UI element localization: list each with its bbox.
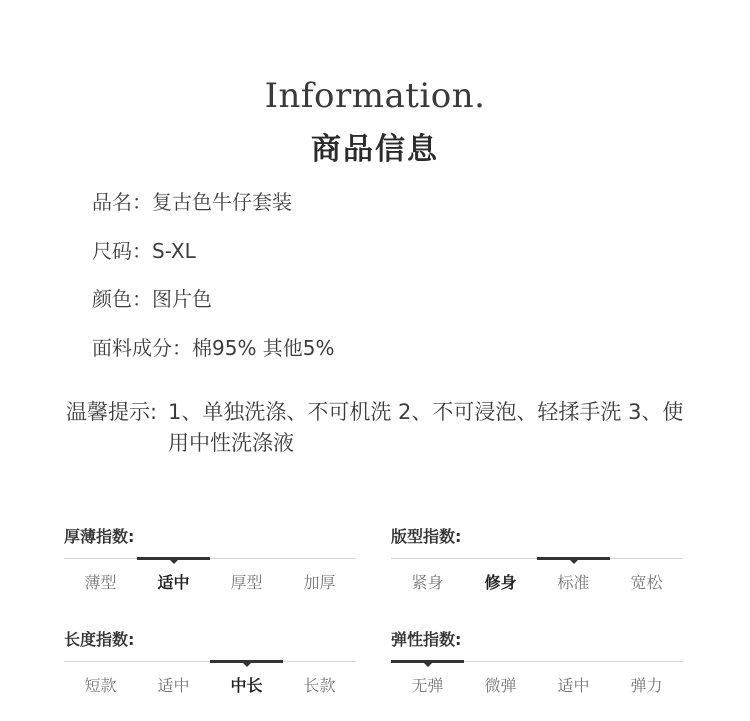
product-size: 尺码：S-XL [92, 239, 196, 263]
length-option-selected: 中长 [230, 676, 263, 695]
product-name: 品名：复古色牛仔套装 [92, 190, 292, 214]
thickness-option-selected: 适中 [157, 573, 190, 592]
thickness-option: 厚型 [230, 573, 263, 592]
elasticity-option: 适中 [557, 676, 590, 695]
length-option: 短款 [84, 676, 117, 695]
product-color: 颜色：图片色 [92, 287, 212, 311]
title-chinese: 商品信息 [311, 132, 439, 167]
length-option: 长款 [303, 676, 336, 695]
care-tip-text: 1、单独洗涤、不可机洗 2、不可浸泡、轻揉手洗 3、使用中性洗涤液 [168, 400, 684, 455]
length-index-track [64, 661, 356, 662]
fit-option-selected: 修身 [484, 573, 517, 592]
elasticity-index-marker [391, 660, 464, 663]
fit-option: 宽松 [630, 573, 663, 592]
length-option: 适中 [157, 676, 190, 695]
length-index-marker [210, 660, 283, 663]
fit-option: 标准 [557, 573, 590, 592]
product-material: 面料成分：棉95% 其他5% [92, 336, 335, 360]
elasticity-option: 弹力 [630, 676, 663, 695]
thickness-index-marker [137, 557, 210, 560]
elasticity-index-track [391, 661, 683, 662]
length-index-title: 长度指数: [64, 630, 135, 649]
thickness-index-title: 厚薄指数: [64, 527, 135, 546]
fit-index-marker [537, 557, 610, 560]
thickness-option: 加厚 [303, 573, 336, 592]
thickness-option: 薄型 [84, 573, 117, 592]
elasticity-option: 微弹 [484, 676, 517, 695]
thickness-index-track [64, 558, 356, 559]
fit-index-title: 版型指数: [391, 527, 462, 546]
fit-index-track [391, 558, 683, 559]
care-tip-label: 温馨提示: [66, 400, 158, 424]
title-english: Information. [264, 76, 486, 116]
fit-option: 紧身 [411, 573, 444, 592]
elasticity-option: 无弹 [411, 676, 444, 695]
elasticity-index-title: 弹性指数: [391, 630, 462, 649]
